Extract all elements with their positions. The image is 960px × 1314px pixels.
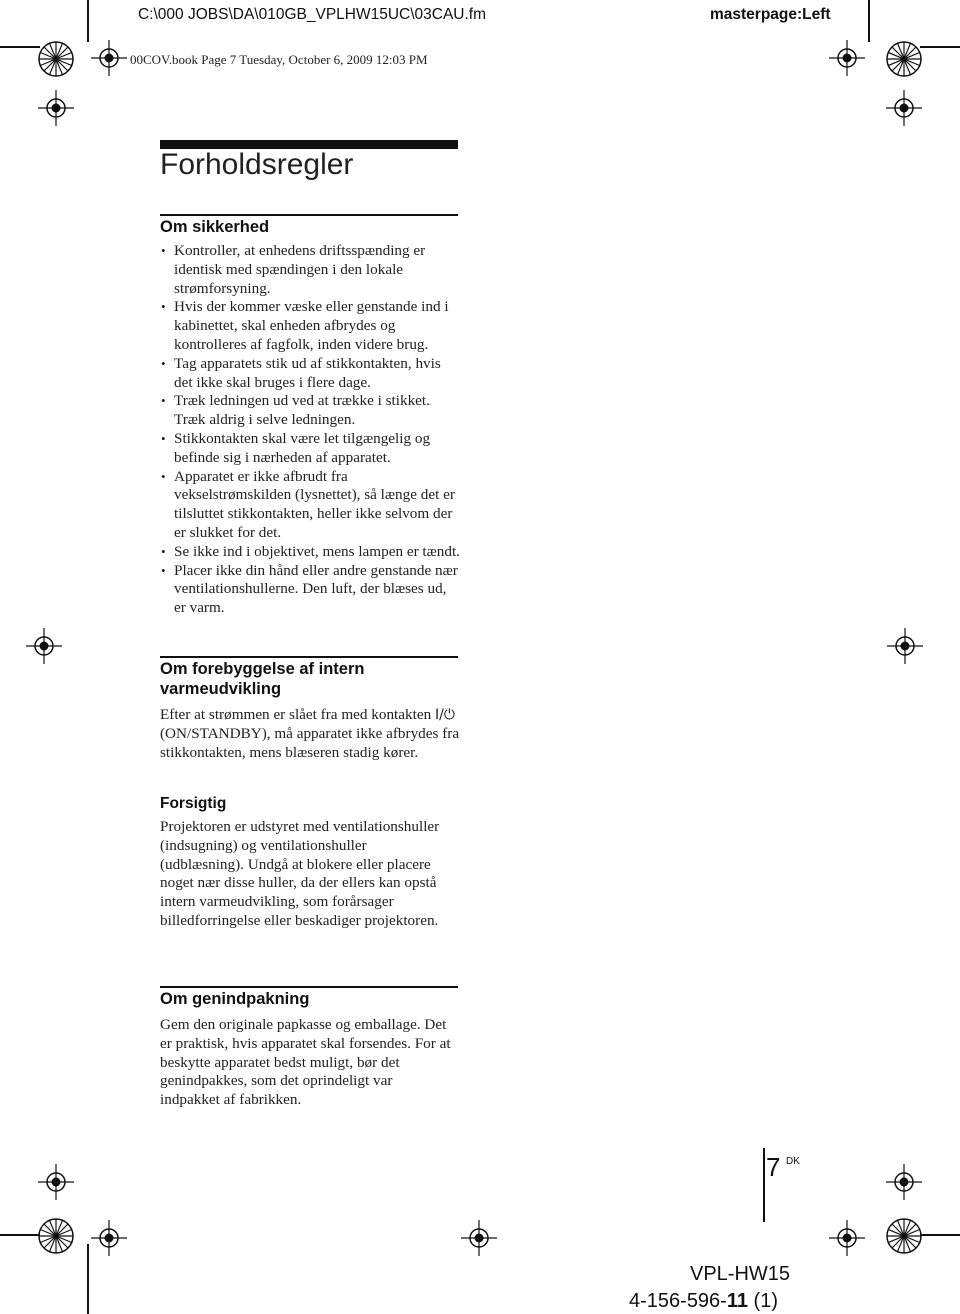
registration-starburst-icon (885, 1217, 923, 1255)
crosshair-mark-icon (38, 90, 74, 126)
section-heading-safety: Om sikkerhed (160, 218, 270, 236)
model-number: VPL-HW15 (690, 1263, 791, 1285)
masterpage-label: masterpage:Left (710, 6, 831, 23)
crop-line (87, 0, 89, 42)
list-item: • Træk ledningen ud ved at trække i stikket. Træk aldrig i selve ledningen. (160, 392, 460, 430)
part-number-prefix: 4-156-596- (629, 1290, 727, 1312)
heat-text-end: (ON/STANDBY), må apparatet ikke afbrydes fra stikkontakten, mens blæseren stadig kører. (160, 724, 460, 761)
crop-line (763, 1148, 765, 1222)
file-path-label: C:\000 JOBS\DA\010GB_VPLHW15UC\03CAU.fm (138, 6, 487, 23)
crosshair-mark-icon (887, 628, 923, 664)
section-rule (160, 656, 458, 658)
crosshair-mark-icon (829, 1220, 865, 1256)
crosshair-mark-icon (91, 1220, 127, 1256)
crosshair-mark-icon (886, 1164, 922, 1200)
registration-starburst-icon (885, 40, 923, 78)
heat-text-start: Efter at strømmen er slået fra med kontakten (160, 706, 435, 723)
part-number-bold: 11 (726, 1290, 748, 1312)
caution-paragraph: Projektoren er udstyret med ventilationshuller (indsugning) og ventilationshuller (udblæsning). Undgå at blokere eller placere noget nær disse huller, da der ellers kan opstå intern varmeudvikling, som forårsager billedforringelse eller beskadiger projektoren. (160, 818, 440, 929)
page-title: Forholdsregler (160, 148, 354, 181)
crosshair-mark-icon (461, 1220, 497, 1256)
list-item: • Tag apparatets stik ud af stikkontakten, hvis det ikke skal bruges i flere dage. (160, 355, 460, 393)
book-info-line: 00COV.book Page 7 Tuesday, October 6, 2009 12:03 PM (130, 52, 428, 67)
part-number-suffix: (1) (748, 1290, 778, 1312)
caution-heading: Forsigtig (160, 795, 227, 812)
crop-line (868, 0, 870, 42)
registration-starburst-icon (37, 1217, 75, 1255)
safety-bullet-list (160, 242, 460, 618)
power-symbol-icon: I/⏻ (434, 707, 455, 723)
list-item: • Kontroller, at enhedens driftsspænding er identisk med spændingen i den lokale strømforsyning. (160, 242, 460, 298)
page-number: 7 (766, 1152, 781, 1182)
crosshair-mark-icon (829, 40, 865, 76)
crop-line (920, 46, 960, 48)
registration-starburst-icon (37, 40, 75, 78)
crosshair-mark-icon (38, 1164, 74, 1200)
crosshair-mark-icon (886, 90, 922, 126)
crop-line (87, 1244, 89, 1314)
heat-paragraph (160, 706, 460, 762)
section-rule (160, 986, 458, 988)
page-language-code: DK (786, 1156, 800, 1167)
list-item: • Se ikke ind i objektivet, mens lampen er tændt. (160, 543, 460, 562)
crosshair-mark-icon (91, 40, 127, 76)
section-heading-heat: Om forebyggelse af intern varmeudvikling (160, 660, 365, 698)
crosshair-mark-icon (26, 628, 62, 664)
section-heading-repacking: Om genindpakning (160, 990, 310, 1008)
crop-line (0, 46, 40, 48)
part-number (629, 1290, 778, 1313)
list-item: • Placer ikke din hånd eller andre genstande nær ventilationshullerne. Den luft, der blæses ud, er varm. (160, 562, 460, 618)
section-rule (160, 214, 458, 216)
list-item: • Hvis der kommer væske eller genstande ind i kabinettet, skal enheden afbrydes og kontrolleres af fagfolk, inden videre brug. (160, 298, 460, 354)
crop-line (0, 1234, 40, 1236)
list-item: • Stikkontakten skal være let tilgængelig og befinde sig i nærheden af apparatet. (160, 430, 460, 468)
list-item: • Apparatet er ikke afbrudt fra vekselstrømskilden (lysnettet), så længe det er tilsluttet stikkontakten, heller ikke selvom der er slukket for det. (160, 468, 460, 543)
repacking-paragraph: Gem den originale papkasse og emballage. Det er praktisk, hvis apparatet skal forsendes. For at beskytte apparatet bedst muligt, bør det genindpakkes, som det oprindeligt var indpakket af fabrikken. (160, 1016, 451, 1109)
crop-line (920, 1234, 960, 1236)
